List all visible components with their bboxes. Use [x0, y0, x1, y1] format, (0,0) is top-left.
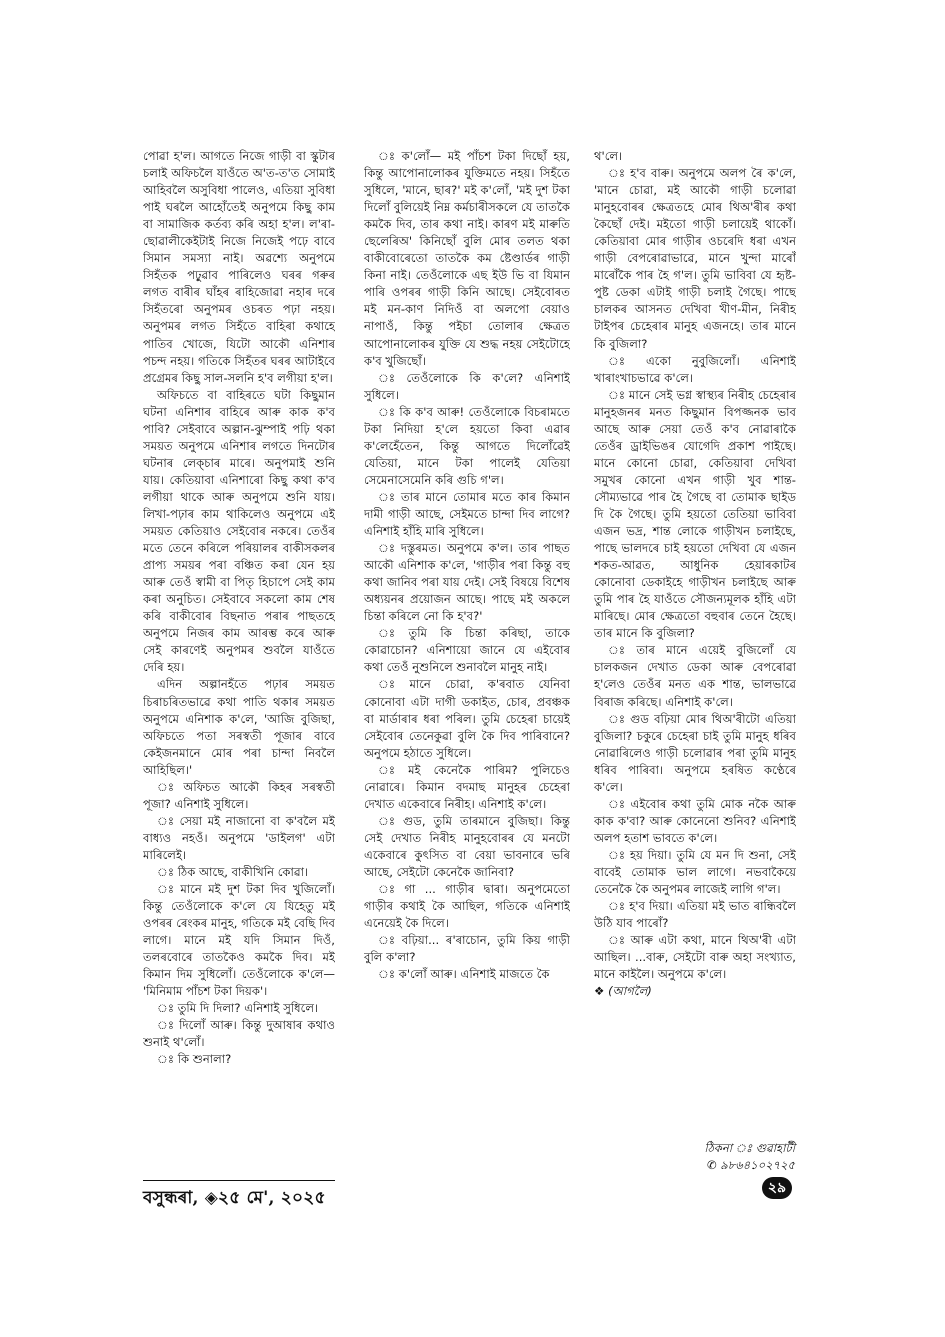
paragraph: ঃ দিলোঁ আৰু। কিন্তু দুআষাৰ কথাও শুনাই থ'লোঁ।	[143, 1018, 335, 1050]
paragraph: ঃ মানে মই দুশ টকা দিব খুজিলোঁ। কিন্তু তেওঁলোকে ক'লে যে যিহেতু মই ওপৰৰ ৰেংকৰ মানুহ, গতিকে মই বেছি দিব লাগে। মানে মই যদি সিমান দিওঁ, তলৰবোৰে তাতকৈও কমকৈ দিব। মই কিমান দিম সুধিলোঁ। তেওঁলোকে ক'লে— 'মিনিমাম পাঁচশ টকা দিয়ক'।	[143, 882, 335, 999]
paragraph: ঃ তাৰ মানে এয়েই বুজিলোঁ যে চালকজন দেখাত ডেকা আৰু বেপৰোৱা হ'লেও তেওঁৰ মনত এক শান্ত, ভালভাৱে বিৰাজ কৰিছে। এনিশাই ক'লে।	[594, 643, 796, 709]
paragraph: ঃ তুমি দি দিলা? এনিশাই সুধিলে।	[157, 1001, 319, 1016]
author-address: ঠিকনা ঃ গুৱাহাটী	[704, 1141, 795, 1155]
paragraph: ঃ অফিচত আকৌ কিহৰ সৰস্বতী পূজা? এনিশাই সুধিলে।	[143, 779, 335, 811]
paragraph: এদিন অল্পানহঁতে পঢ়াৰ সময়ত চিৰাচৰিতভাৱে কথা পাতি থকাৰ সময়ত অনুপমে এনিশাক ক'লে, 'আজি বুজিছা, অফিচতে পতা সৰস্বতী পূজাৰ বাবে কেইজনমানে মোৰ পৰা চান্দা নিবলৈ আহিছিল।'	[143, 677, 335, 777]
paragraph: ঃ ক'লোঁ আৰু। এনিশাই মাজতে কৈ	[378, 967, 550, 982]
paragraph: ঃ তাৰ মানে তোমাৰ মতে কাৰ কিমান দামী গাড়ী আছে, সেইমতে চান্দা দিব লাগে? এনিশাই হাঁহি মাৰি সুধিলে।	[364, 489, 570, 539]
column-3	[594, 148, 796, 1128]
paragraph: ঃ কি ক'ব আৰু! তেওঁলোকে বিচৰামতে টকা নিদিয়া হ'লে হয়তো কিবা এৱাৰ ক'লেহেঁতেন, কিন্তু আগতে দিলোঁৱেই যেতিয়া, মানে টকা পালেই যেতিয়া সেমেনাসেমেনি কৰি গুচি গ'ল।	[364, 404, 570, 487]
paragraph: ঃ ক'লোঁ— মই পাঁচশ টকা দিছোঁ হয়, কিন্তু আপোনালোকৰ যুক্তিমতে নহয়। সিহঁতে সুধিলে, 'মানে, ছাৰ?' মই ক'লোঁ, 'মই দুশ টকা দিলোঁ বুলিয়েই নিম্ন কৰ্মচাৰীসকলে যে তাতকৈ কমকৈ দিব, তাৰ কথা নাই। কাৰণ মই মাৰুতি ছেলেৰিঅ' কিনিছোঁ বুলি মোৰ তলত থকা বাকীবোৰেতো তাতকৈ কম ষ্টেণ্ডাৰ্ডৰ গাড়ী কিনা নাই। তেওঁলোকে এছ ইউ ভি বা যিমান পাৰি ওপৰৰ গাড়ী কিনি আছে। সেইবোৰত মই মন-কাণ নিদিওঁ বা অলপো বেয়াও নাপাওঁ, কিন্তু পইচা তোলাৰ ক্ষেত্ৰত আপোনালোকৰ যুক্তি যে শুদ্ধ নহয় সেইটোহে ক'ব খুজিছোঁ।	[364, 149, 570, 368]
paragraph: অফিচতে বা বাহিৰতে ঘটা কিছুমান ঘটনা এনিশাৰ বাহিৰে আৰু কাক ক'ব পাবি? সেইবাবে অল্পান-ঝুম্পাই পঢ়ি থকা সময়ত অনুপমে এনিশাৰ লগতে দিনটোৰ ঘটনাৰ লেক্চাৰ মাৰে। অনুপমাই শুনি যায়। কেতিয়াবা এনিশাৰো কিছু কথা ক'ব লগীয়া থাকে আৰু অনুপমে শুনি যায়। লিখা-পঢ়াৰ কাম থাকিলেও অনুপমে এই সময়ত কেতিয়াও সেইবোৰ নকৰে। তেওঁৰ মতে তেনে কৰিলে পৰিয়ালৰ বাকীসকলৰ প্ৰাপ্য সময়ৰ পৰা বঞ্চিত কৰা যেন হয় আৰু তেওঁ স্বামী বা পিতৃ হিচাপে সেই কাম কৰা অনুচিত। সেইবাবে সকলো কাম শেষ কৰি বাকীবোৰ বিছনাত পৰাৰ পাছতহে অনুপমে নিজৰ কাম আৰম্ভ কৰে আৰু সেই কাৰণেই অনুপমৰ শুবলৈ যাওঁতে দেৰি হয়।	[143, 387, 335, 675]
paragraph: ঃ এইবোৰ কথা তুমি মোক নকৈ আৰু কাক ক'বা? আৰু কোনেনো শুনিব? এনিশাই অলপ হতাশ ভাবতে ক'লে।	[594, 796, 796, 845]
paragraph: ঃ হ'ব দিয়া। এতিয়া মই ভাত ৰান্ধিবলৈ উঠি যাব পাৰোঁ?	[594, 899, 796, 931]
paragraph: ঃ হ'ব বাৰু। অনুপমে অলপ ৰৈ ক'লে, 'মানে চোৱা, মই আকৌ গাড়ী চলোৱা মানুহবোৰৰ ক্ষেত্ৰতহে মোৰ থিঅ'ৰীৰ কথা কৈছোঁ দেই। মইতো গাড়ী চলায়েই থাকোঁ। কেতিয়াবা মোৰ গাড়ীৰ ওচৰেদি ধৰা এখন গাড়ী বেপৰোৱাভাৱে, মানে খুন্দা মাৰোঁ মাৰোঁকৈ পাৰ হৈ গ'ল। তুমি ভাবিবা যে হৃষ্ট-পুষ্ট ডেকা এটাই গাড়ী চলাই গৈছে। পাছে চালকৰ আসনত দেখিবা খীণ-মীন, নিৰীহ টাইপৰ চেহেৰাৰ মানুহ এজনহে। তাৰ মানে কি বুজিলা?	[594, 166, 796, 351]
paragraph: ঃ কি শুনালা?	[157, 1052, 232, 1067]
paragraph: ঃ সেয়া মই নাজানো বা ক'বলৈ মই বাধ্যও নহওঁ। অনুপমে 'ডাইলগ' এটা মাৰিলেই।	[143, 813, 335, 862]
author-phone: ✆ ৯৮৬৪১০২৭২৫	[707, 1158, 795, 1172]
paragraph: ঃ ঠিক আছে, বাকীখিনি কোৱা।	[157, 864, 309, 879]
to-be-continued: ❖ (আগলৈ)	[594, 984, 652, 999]
paragraph: থ'লে।	[594, 149, 623, 163]
paragraph: ঃ গা ... গাড়ীৰ দ্বাৰা। অনুপমেতো গাড়ীৰ কথাই কৈ আছিল, গতিকে এনিশাই এনেয়েই কৈ দিলে।	[364, 882, 570, 931]
paragraph: ঃ গুড, তুমি তাৰমানে বুজিছা। কিন্তু সেই দেখাত নিৰীহ মানুহবোৰৰ যে মনটো একেবাৰে কুৎসিত বা বেয়া ভাবনাৰে ভৰি আছে, সেইটো কেনেকৈ জানিবা?	[364, 813, 570, 879]
paragraph: ঃ আৰু এটা কথা, মানে থিঅ'ৰী এটা আছিল। ...বাৰু, সেইটো বাৰু অহা সংখ্যাত, মানে কাইলৈ। অনুপমে ক'লে।	[594, 933, 796, 982]
page-number-badge: ২৯	[762, 1177, 792, 1199]
paragraph: ঃ মানে সেই ভগ্ন স্বাস্থ্যৰ নিৰীহ চেহেৰাৰ মানুহজনৰ মনত কিছুমান বিপজ্জনক ভাব আছে আৰু সেয়া তেওঁ ক'ব নোৱাৰাকৈ তেওঁৰ ড্ৰাইভিঙৰ যোগেদি প্ৰকাশ পাইছে। মানে কোনো চোৱা, কেতিয়াবা দেখিবা সমুখৰ কোনো এখন গাড়ী খুব শান্ত-সৌম্যভাৱে পাৰ হৈ গৈছে বা তোমাক ছাইড দি কৈ গৈছে। তুমি হয়তো তেতিয়া ভাবিবা এজন ভদ্ৰ, শান্ত লোকে গাড়ীখন চলাইছে, পাছে ভালদৰে চাই হয়তো দেখিবা যে এজন শকত-আৱত, আধুনিক হেয়াৰকাটৰ কোনোবা ডেকাইহে গাড়ীখন চলাইছে আৰু তুমি পাৰ হৈ যাওঁতে সৌজন্যমূলক হাঁহি এটা মাৰিছে। মোৰ ক্ষেত্ৰতো বহুবাৰ তেনে হৈছে। তাৰ মানে কি বুজিলা?	[594, 387, 796, 641]
paragraph: ঃ গুড বঢ়িয়া মোৰ থিঅ'ৰীটো এতিয়া বুজিলা? চকুৰে চেহেৰা চাই তুমি মানুহ ধৰিব নোৱাৰিলেও গাড়ী চলোৱাৰ পৰা তুমি মানুহ ধৰিব পাৰিবা। অনুপমে হৰষিত কণ্ঠেৰে ক'লে।	[594, 711, 796, 794]
paragraph: ঃ তেওঁলোকে কি ক'লে? এনিশাই সুধিলে।	[364, 370, 570, 402]
paragraph: পোৱা হ'ল। আগতে নিজে গাড়ী বা স্কুটাৰ চলাই অফিচলৈ যাওঁতে অ'ত-ত'ত সোমাই আহিবলৈ অসুবিধা পালেও, এতিয়া সুবিধা পাই ঘৰলৈ আহোঁতেই অনুপমে কিছু কাম বা সামাজিক কৰ্তব্য কৰি অহা হ'ল। ল'ৰা-ছোৱালীকেইটাই নিজে নিজেই পঢ়ে বাবে সিমান সমস্যা নাই। অৱশ্যে অনুপমে সিহঁতক পঢ়ুৱাব পাৰিলেও ঘৰৰ গৰুৰ লগত বাৰীৰ ঘাঁহৰ ৰাহিজোৱা নহাৰ দৰে সিহঁতৰো অনুপমৰ ওচৰত পঢ়া নহয়। অনুপমৰ লগত সিহঁতে বাহিৰা কথাহে পাতিব খোজে, যিটো আকৌ এনিশাৰ পচন্দ নহয়। গতিকে সিহঁতৰ ঘৰৰ আটাইবে প্ৰগ্ৰেমৰ কিছু সাল-সলনি হ'ব লগীয়া হ'ল।	[143, 149, 335, 385]
author-byline	[680, 1140, 795, 1174]
paragraph: ঃ হয় দিয়া। তুমি যে মন দি শুনা, সেই বাবেই তোমাক ভাল লাগে। নভবাকৈয়ে তেনেকৈ কৈ অনুপমৰ লাজেই লাগি গ'ল।	[594, 847, 796, 897]
paragraph: ঃ মই কেনেকৈ পাৰিম? পুলিচেও নোৱাৰে। কিমান বদমাছ মানুহৰ চেহেৰা দেখাত একেবাৰে নিৰীহ। এনিশাই ক'লে।	[364, 762, 570, 811]
paragraph: ঃ মানে চোৱা, ক'ৰবাত যেনিবা কোনোবা এটা দাগী ডকাইত, চোৰ, প্ৰবঞ্চক বা মাৰ্ডাৰাৰ ধৰা পৰিল। তুমি চেহেৰা চায়েই সেইবোৰ তেনেকুৱা বুলি কৈ দিব পাৰিবানে? অনুপমে হঠাতে সুধিলে।	[364, 677, 570, 760]
paragraph: ঃ তুমি কি চিন্তা কৰিছা, তাকে কোৱাচোন? এনিশায়ো জানে যে এইবোৰ কথা তেওঁ নুশুনিলে শুনাবলৈ মানুহ নাই।	[364, 626, 570, 675]
paragraph: ঃ বঢ়িয়া... ৰ'ৰাচোন, তুমি কিয় গাড়ী বুলি ক'লা?	[364, 933, 570, 965]
column-2	[364, 148, 570, 1173]
publication-footer: বসুন্ধৰা, ◈২৫ মে', ২০২৫	[143, 1180, 335, 1213]
paragraph: ঃ একো নুবুজিলোঁ। এনিশাই খাৰাংখাচভাৱে ক'লে।	[594, 353, 796, 385]
paragraph: ঃ দস্তুৰমত। অনুপমে ক'ল। তাৰ পাছত আকৌ এনিশাক ক'লে, 'গাড়ীৰ পৰা কিন্তু বহু কথা জানিব পৰা যায় দেই। সেই বিষয়ে বিশেষ অধ্যয়নৰ প্ৰয়োজন আছে। পাছে মই অকলে চিন্তা কৰিলে নো কি হ'ব?'	[364, 541, 570, 624]
column-1	[143, 148, 335, 1168]
